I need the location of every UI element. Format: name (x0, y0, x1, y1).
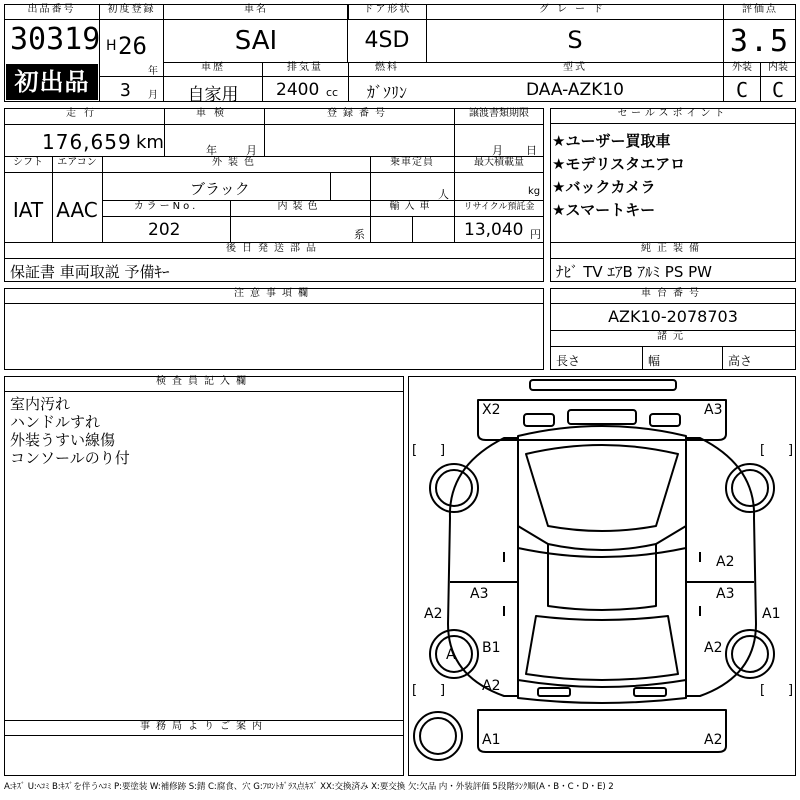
interior-color-unit: 系 (354, 228, 365, 241)
grade-label: グレード (427, 4, 723, 20)
bracket-left-2-close: ] (440, 683, 446, 698)
ac-label: エアコン (57, 157, 97, 168)
history-label: 車歴 (201, 62, 225, 73)
displacement-label: 排気量 (287, 62, 323, 73)
capacity-label: 乗車定員 (390, 157, 434, 168)
inspector-label: 検査員記入欄 (4, 376, 404, 392)
interior-color-label: 内装色 (277, 201, 323, 212)
lot-number: 30319 (10, 22, 101, 57)
history-value: 自家用 (187, 85, 239, 105)
reg-no-label: 登録番号 (327, 108, 391, 119)
transfer-day-unit: 日 (526, 144, 537, 157)
bracket-right-1-close: ] (788, 443, 794, 458)
office-label: 事務局よりご案内 (4, 721, 404, 736)
equipment-label: 純正装備 (641, 243, 705, 254)
year-unit: 年 (148, 66, 158, 77)
bracket-left-1-close: ] (440, 443, 446, 458)
fuel-label: 燃料 (375, 62, 399, 73)
mark-b1: B1 (482, 640, 501, 656)
recycle-label: リサイクル預託金 (463, 202, 535, 212)
mileage-label: 走行 (66, 108, 102, 119)
sales-point-3: ★バックカメラ (552, 178, 656, 196)
inspector-line-2: ハンドルすれ (10, 413, 101, 431)
first-reg-label: 初度登録 (100, 4, 164, 20)
equipment-value: ﾅﾋﾞ TV ｴｱB ｱﾙﾐ PS PW (556, 263, 712, 281)
sales-point-1: ★ユーザー買取車 (552, 132, 671, 150)
mileage-value: 176,659 (42, 130, 132, 154)
mark-a2-left-rear: A2 (482, 678, 501, 694)
color-no-value: 202 (148, 220, 181, 240)
interior-value: C (771, 78, 785, 102)
model-label: 型式 (563, 62, 587, 73)
footer-legend: A:ｷｽﾞ U:ﾍｺﾐ B:ｷｽﾞを伴うﾍｺﾐ P:要塗装 W:補修跡 S:錆 C:腐食、穴 G:ﾌﾛﾝﾄｶﾞﾗｽ点ｷｽﾞ XX:交換済み X:要交換 欠:欠品 内・外装評価 5段階ﾗﾝｸ順(A・B・C・D・E) 2 (4, 782, 614, 792)
mark-a3-right-mid: A3 (716, 586, 735, 602)
load-label: 最大積載量 (474, 157, 524, 168)
score-label: 評価点 (724, 4, 796, 20)
bracket-left-1: [ (412, 443, 418, 458)
mark-x2: X2 (482, 402, 501, 418)
import-label: 輸入車 (389, 201, 435, 212)
bracket-right-1: [ (760, 443, 766, 458)
grade-value: S (567, 26, 583, 54)
sales-label: セールスポイント (550, 108, 796, 124)
first-listing-badge: 初出品 (6, 64, 98, 100)
month-unit: 月 (148, 90, 158, 101)
interior-label: 内装 (768, 62, 788, 73)
color-no-label: カラーNo. (133, 201, 199, 212)
mark-a3-left-mid: A3 (470, 586, 489, 602)
transfer-month-unit: 月 (492, 144, 503, 157)
ac-value: AAC (56, 198, 98, 222)
width-label: 幅 (648, 354, 661, 368)
later-parts-value: 保証書 車両取説 予備ｷｰ (10, 263, 170, 281)
sales-point-4: ★スマートキー (552, 201, 656, 219)
inspection-year-unit: 年 (206, 144, 217, 157)
bracket-right-2: [ (760, 683, 766, 698)
door-type: 4SD (364, 28, 410, 53)
bracket-right-2-close: ] (788, 683, 794, 698)
bracket-left-2: [ (412, 683, 418, 698)
mark-a2-left-side: A2 (424, 606, 443, 622)
chassis-label: 車台番号 (550, 288, 796, 304)
mark-a1-bottom-left: A1 (482, 732, 501, 748)
inspector-line-4: コンソールのり付 (10, 449, 130, 467)
exterior-label: 外装 (732, 62, 752, 73)
inspector-line-1: 室内汚れ (10, 395, 71, 413)
load-unit: kg (528, 186, 541, 197)
transfer-label: 譲渡書類期限 (469, 108, 529, 119)
displacement-value: 2400 (276, 80, 320, 100)
car-name: SAI (234, 26, 278, 56)
displacement-unit: cc (326, 86, 339, 99)
chassis-number: AZK10-2078703 (608, 307, 738, 326)
mark-wheel-a: A (446, 647, 456, 663)
exterior-value: C (735, 78, 749, 102)
era-label: H (106, 38, 117, 54)
inspector-line-3: 外装うすい線傷 (10, 431, 116, 449)
door-label: ドア形状 (348, 4, 426, 20)
capacity-unit: 人 (438, 188, 449, 201)
mileage-unit: km (136, 132, 164, 153)
car-name-label: 車名 (164, 4, 348, 20)
height-label: 高さ (728, 354, 753, 368)
color-label: 外装色 (212, 157, 260, 168)
inspection-month-unit: 月 (246, 144, 257, 157)
shift-value: IAT (12, 198, 44, 222)
lot-no-label: 出品番号 (4, 4, 100, 20)
recycle-value: 13,040 (464, 220, 524, 240)
inspection-label: 車検 (196, 108, 232, 119)
recycle-unit: 円 (530, 228, 541, 241)
mark-a2-right-front: A2 (716, 554, 735, 570)
model-value: DAA-AZK10 (526, 80, 624, 100)
dims-label: 諸元 (657, 331, 689, 342)
later-parts-label: 後日発送部品 (226, 243, 322, 254)
color-value: ブラック (190, 180, 250, 198)
score-value: 3.5 (729, 24, 791, 59)
notes-label: 注意事項欄 (4, 288, 544, 304)
shift-label: シフト (13, 157, 43, 168)
fuel-value: ｶﾞｿﾘﾝ (366, 83, 407, 102)
sales-point-2: ★モデリスタエアロ (552, 155, 686, 173)
length-label: 長さ (556, 354, 581, 368)
car-diagram (408, 376, 796, 776)
mark-a1-right-side: A1 (762, 606, 781, 622)
mark-a2-bottom-right: A2 (704, 732, 723, 748)
first-reg-month: 3 (120, 80, 131, 101)
mark-a2-right-rear: A2 (704, 640, 723, 656)
mark-a3-top-right: A3 (704, 402, 723, 418)
first-reg-year: 26 (118, 32, 147, 60)
